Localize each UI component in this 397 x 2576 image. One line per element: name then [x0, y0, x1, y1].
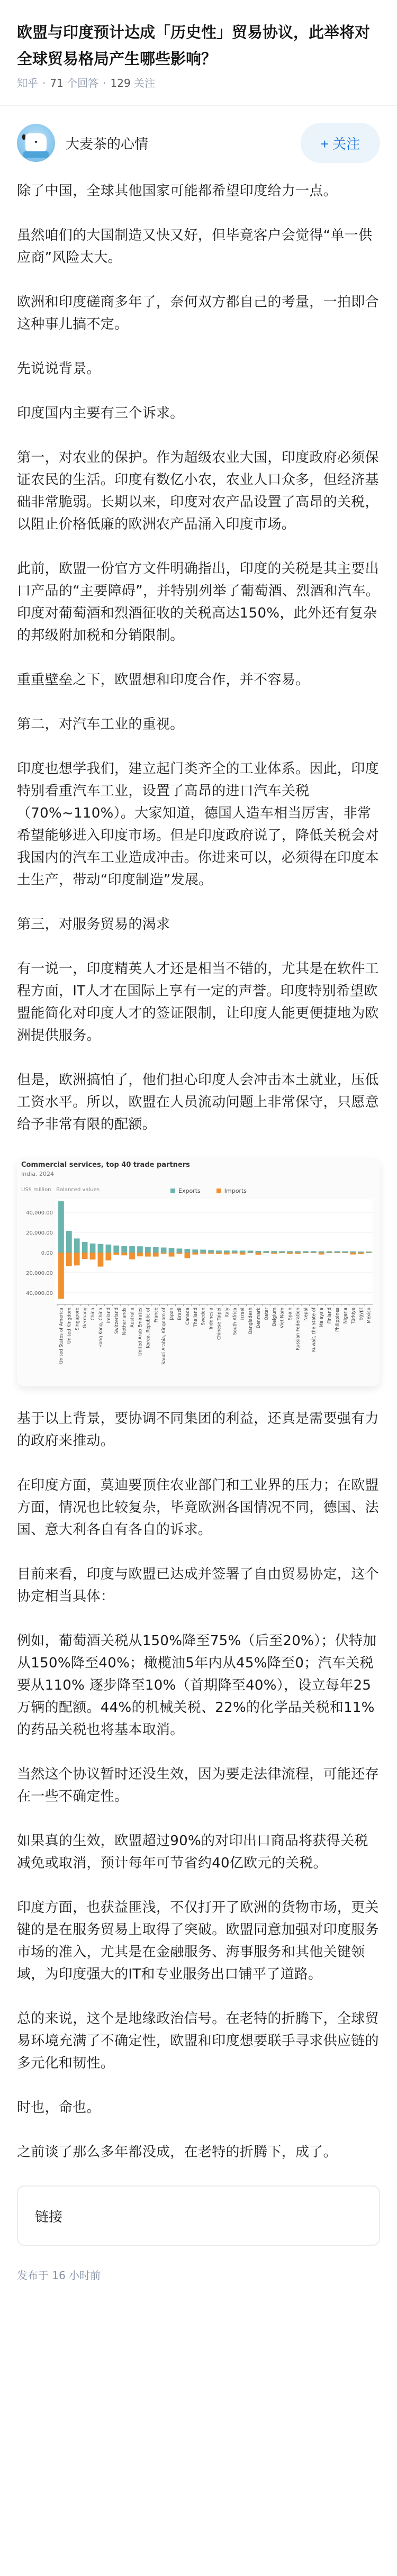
paragraph: 时也，命也。 — [17, 2100, 101, 2116]
paragraphs-after-chart — [17, 1408, 380, 2163]
avatar[interactable] — [17, 124, 55, 162]
paragraph: 虽然咱们的大国制造又快又好，但毕竟客户会觉得“单一供应商”风险太大。 — [17, 228, 373, 266]
link-card-label: 链接 — [35, 2209, 63, 2225]
paragraph: 在印度方面，莫迪要顶住农业部门和工业界的压力；在欧盟方面，情况也比较复杂，毕竟欧洲各国情况不同，德国、法国、意大利各自有各自的诉求。 — [17, 1477, 379, 1538]
svg-text:Nepal: Nepal — [303, 1308, 309, 1321]
author-name[interactable]: 大麦茶的心情 — [66, 136, 149, 152]
svg-text:United Arab Emirates: United Arab Emirates — [138, 1308, 143, 1356]
svg-text:Hong Kong, China: Hong Kong, China — [98, 1308, 104, 1348]
follow-count: 129 — [110, 77, 131, 89]
svg-text:Israel: Israel — [240, 1308, 246, 1320]
svg-text:Egypt: Egypt — [358, 1308, 364, 1321]
paragraph: 印度也想学我们，建立起门类齐全的工业体系。因此，印度特别看重汽车工业，设置了高昂的进口汽车关税（70%~110%）。大家知道，德国人造车相当厉害，非常希望能够进入印度市场。但是印度政府说了，降低关税会对我国内的汽车工业造成冲击。你进来可以，必须得在印度本土生产，带动“印度制造”发展。 — [17, 761, 379, 888]
paragraph: 基于以上背景，要协调不同集团的利益，还真是需要强有力的政府来推动。 — [17, 1411, 379, 1449]
svg-text:Malaysia: Malaysia — [319, 1308, 325, 1328]
paragraph: 印度方面，也获益匪浅，不仅打开了欧洲的货物市场，更关键的是在服务贸易上取得了突破。欧盟同意加强对印度服务市场的准入，尤其是在金融服务、海事服务和其他关键领域，为印度强大的IT和专业服务出口铺平了道路。 — [17, 1900, 379, 1982]
svg-text:Denmark: Denmark — [256, 1308, 261, 1329]
paragraph: 例如，葡萄酒关税从150%降至75%（后至20%）；伏特加从150%降至40%；橄榄油5年内从45%降至0；汽车关税要从110% 逐步降至10%（首期降至40%），设立每年25万辆的配额。44%的机械关税、22%的化学品关税和11%的药品关税也将基本取消。 — [17, 1633, 377, 1738]
svg-text:Türkiye: Türkiye — [350, 1308, 356, 1324]
separator-dot: · — [103, 77, 106, 89]
svg-text:40,000.00: 40,000.00 — [26, 1210, 53, 1216]
svg-text:Kuwait, the State of: Kuwait, the State of — [311, 1308, 317, 1352]
svg-text:Mexico: Mexico — [366, 1308, 372, 1323]
paragraph: 印度国内主要有三个诉求。 — [17, 405, 184, 421]
paragraph: 除了中国，全球其他国家可能都希望印度给力一点。 — [17, 183, 337, 199]
svg-text:Saudi Arabia, Kingdom of: Saudi Arabia, Kingdom of — [161, 1308, 167, 1365]
svg-text:Finland: Finland — [327, 1308, 333, 1324]
source-label[interactable]: 知乎 — [17, 77, 38, 89]
svg-text:Belgium: Belgium — [272, 1308, 277, 1326]
paragraph: 但是，欧洲搞怕了，他们担心印度人会冲击本土就业，压低工资水平。所以，欧盟在人员流动问题上非常保守，只愿意给予非常有限的配额。 — [17, 1072, 379, 1132]
link-card[interactable] — [17, 2185, 380, 2246]
svg-text:United Kingdom: United Kingdom — [67, 1308, 73, 1344]
publish-time: 发布于 16 小时前 — [17, 2269, 101, 2282]
chart-title: Commercial services, top 40 trade partners — [21, 1161, 190, 1169]
bar-chart-plot — [17, 1158, 380, 1386]
question-meta — [17, 75, 380, 91]
svg-text:China: China — [91, 1308, 96, 1321]
paragraph: 之前谈了那么多年都没成，在老特的折腾下，成了。 — [17, 2144, 337, 2160]
svg-text:Spain: Spain — [287, 1308, 293, 1320]
avatar-ear-icon — [22, 134, 25, 140]
avatar-collar-icon — [23, 151, 49, 158]
trade-chart-card[interactable] — [17, 1158, 380, 1386]
svg-text:Canada: Canada — [185, 1308, 191, 1325]
svg-text:Australia: Australia — [130, 1308, 136, 1328]
chart-subtitle: India, 2024 — [21, 1171, 54, 1177]
svg-text:Ireland: Ireland — [106, 1308, 112, 1323]
svg-text:Netherlands: Netherlands — [122, 1308, 128, 1335]
svg-text:Qatar: Qatar — [264, 1308, 269, 1320]
paragraph: 第二，对汽车工业的重视。 — [17, 716, 184, 732]
svg-text:20,000.00: 20,000.00 — [26, 1271, 53, 1276]
paragraphs-before-chart — [17, 180, 380, 1136]
svg-text:France: France — [154, 1308, 159, 1323]
follow-count-label: 关注 — [134, 77, 156, 89]
legend-imports-label: Imports — [224, 1187, 247, 1194]
svg-text:Singapore: Singapore — [75, 1308, 80, 1330]
svg-text:Italy: Italy — [224, 1308, 230, 1318]
follow-button[interactable]: + 关注 — [301, 123, 380, 163]
svg-text:Brazil: Brazil — [177, 1308, 183, 1320]
author-row — [0, 106, 397, 180]
svg-text:Switzerland: Switzerland — [114, 1308, 120, 1334]
svg-text:0.00: 0.00 — [41, 1250, 53, 1256]
svg-text:South Africa: South Africa — [232, 1308, 238, 1335]
svg-text:Bangladesh: Bangladesh — [248, 1308, 254, 1334]
paragraph: 目前来看，印度与欧盟已达成并签署了自由贸易协定，这个协定相当具体： — [17, 1566, 379, 1604]
paragraph: 先说说背景。 — [17, 361, 101, 377]
paragraph: 重重壁垒之下，欧盟想和印度合作，并不容易。 — [17, 672, 310, 688]
avatar-eye-icon — [35, 141, 37, 143]
paragraph: 当然这个协议暂时还没生效，因为要走法律流程，可能还存在一些不确定性。 — [17, 1766, 379, 1804]
svg-text:Indonesia: Indonesia — [209, 1308, 214, 1330]
question-header — [0, 0, 397, 106]
paragraph: 此前，欧盟一份官方文件明确指出，印度的关税是其主要出口产品的“主要障碍”，并特别列举了葡萄酒、烈酒和汽车。印度对葡萄酒和烈酒征收的关税高达150%，此外还有复杂的邦级附加税和分销限制。 — [17, 561, 380, 643]
svg-text:Chinese Taipei: Chinese Taipei — [216, 1308, 222, 1340]
svg-text:Viet Nam: Viet Nam — [279, 1308, 285, 1329]
paragraph: 第三，对服务贸易的渴求 — [17, 917, 170, 932]
svg-text:Philippines: Philippines — [335, 1308, 340, 1332]
paragraph: 有一说一，印度精英人才还是相当不错的，尤其是在软件工程方面，IT人才在国际上享有一定的声誉。印度特别希望欧盟能简化对印度人才的签证限制，让印度人能更便捷地为欧洲提供服务。 — [17, 961, 379, 1044]
svg-text:Nigeria: Nigeria — [342, 1308, 348, 1324]
separator-dot: · — [42, 77, 46, 89]
svg-text:40,000.00: 40,000.00 — [26, 1291, 53, 1296]
svg-text:20,000.00: 20,000.00 — [26, 1230, 53, 1236]
paragraph: 欧洲和印度磋商多年了，奈何双方都自己的考量，一拍即合这种事儿搞不定。 — [17, 294, 379, 332]
svg-text:Thailand: Thailand — [193, 1308, 198, 1327]
paragraph: 如果真的生效，欧盟超过90%的对印出口商品将获得关税减免或取消，预计每年可节省约40亿欧元的关税。 — [17, 1833, 368, 1871]
svg-text:United States of America: United States of America — [59, 1308, 65, 1364]
svg-text:Sweden: Sweden — [201, 1308, 206, 1326]
svg-text:Korea, Republic of: Korea, Republic of — [146, 1308, 151, 1348]
question-title[interactable]: 欧盟与印度预计达成「历史性」贸易协议，此举将对全球贸易格局产生哪些影响？ — [17, 23, 371, 68]
svg-text:Japan: Japan — [169, 1308, 175, 1320]
answer-content — [0, 180, 397, 2246]
values-label: Balanced values — [56, 1187, 100, 1193]
answer-count: 71 — [50, 77, 64, 89]
paragraph: 总的来说，这个是地缘政治信号。在老特的折腾下，全球贸易环境充满了不确定性，欧盟和印度想要联手寻求供应链的多元化和韧性。 — [17, 2011, 379, 2071]
svg-text:Germany: Germany — [83, 1308, 88, 1329]
paragraph: 第一，对农业的保护。作为超级农业大国，印度政府必须保证农民的生活。印度有数亿小农，农业人口众多，但经济基础非常脆弱。长期以来，印度对农产品设置了高昂的关税，以阻止价格低廉的欧洲农产品涌入印度市场。 — [17, 450, 379, 532]
answer-count-label: 个回答 — [67, 77, 99, 89]
svg-text:Russian Federation: Russian Federation — [295, 1308, 301, 1350]
legend-exports-label: Exports — [178, 1187, 201, 1194]
units-label: US$ million — [21, 1187, 51, 1193]
